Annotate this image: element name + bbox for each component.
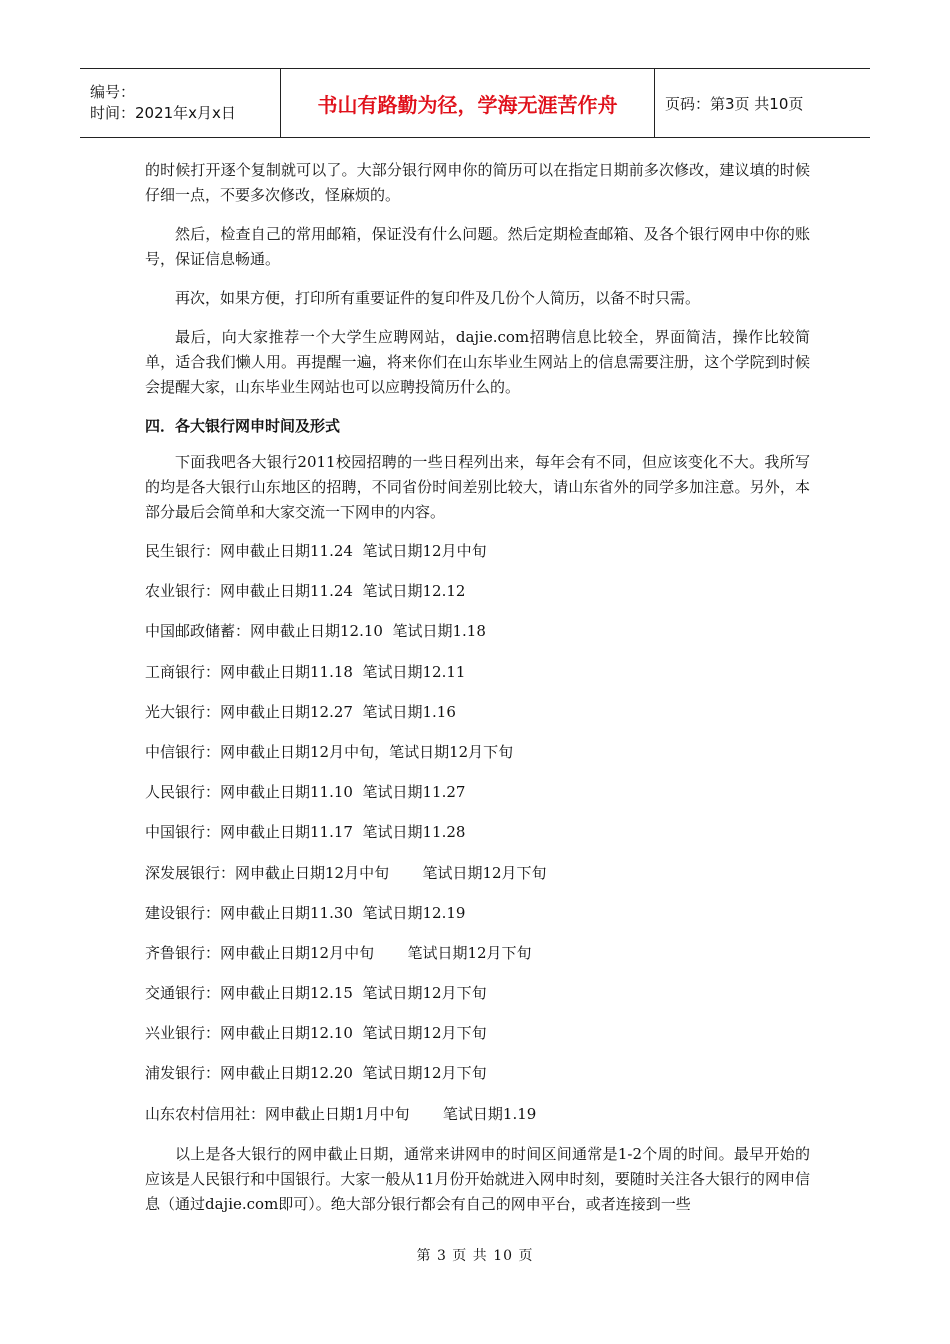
document-body	[145, 158, 810, 1231]
bank-schedule-item: 深发展银行：网申截止日期12月中旬 笔试日期12月下旬	[145, 863, 547, 882]
bank-schedule-item: 中国银行：网申截止日期11.17 笔试日期11.28	[145, 823, 466, 842]
bank-schedule-list	[145, 539, 810, 1142]
bank-schedule-item: 中国邮政储蓄：网申截止日期12.10 笔试日期1.18	[145, 622, 486, 641]
paragraph: 再次，如果方便，打印所有重要证件的复印件及几份个人简历，以备不时只需。	[175, 289, 701, 307]
bank-schedule-item: 民生银行：网申截止日期11.24 笔试日期12月中旬	[145, 542, 487, 560]
header-page-number: 页码：第3页 共10页	[665, 94, 804, 113]
header-motto: 书山有路勤为径，学海无涯苦作舟	[281, 69, 655, 137]
paragraph: 然后，检查自己的常用邮箱，保证没有什么问题。然后定期检查邮箱、及各个银行网申中你的账号，保证信息畅通。	[145, 225, 810, 268]
page-footer: 第 3 页 共 10 页	[416, 1248, 534, 1264]
bank-schedule-item: 农业银行：网申截止日期11.24 笔试日期12.12	[145, 582, 466, 601]
bank-schedule-item: 山东农村信用社：网申截止日期1月中旬 笔试日期1.19	[145, 1104, 537, 1123]
bank-schedule-item: 兴业银行：网申截止日期12.10 笔试日期12月下旬	[145, 1024, 487, 1043]
intro-paragraph: 下面我吧各大银行2011校园招聘的一些日程列出来，每年会有不同，但应该变化不大。我所写的均是各大银行山东地区的招聘，不同省份时间差别比较大，请山东省外的同学多加注意。另外，本部分最后会简单和大家交流一下网申的内容。	[145, 453, 810, 521]
bank-schedule-item: 交通银行：网申截止日期12.15 笔试日期12月下旬	[145, 984, 487, 1003]
paragraph: 最后，向大家推荐一个大学生应聘网站，dajie.com招聘信息比较全，界面简洁，操作比较简单，适合我们懒人用。再提醒一遍，将来你们在山东毕业生网站上的信息需要注册，这个学院到时候会提醒大家，山东毕业生网站也可以应聘投简历什么的。	[145, 328, 810, 396]
bank-schedule-item: 浦发银行：网申截止日期12.20 笔试日期12月下旬	[145, 1064, 487, 1083]
bank-schedule-item: 齐鲁银行：网申截止日期12月中旬 笔试日期12月下旬	[145, 943, 532, 962]
header-meta	[80, 69, 281, 137]
bank-schedule-item: 建设银行：网申截止日期11.30 笔试日期12.19	[145, 903, 466, 922]
bank-schedule-item: 工商银行：网申截止日期11.18 笔试日期12.11	[145, 662, 466, 681]
section-heading: 四．各大银行网申时间及形式	[145, 417, 341, 435]
paragraph: 的时候打开逐个复制就可以了。大部分银行网申你的简历可以在指定日期前多次修改，建议填的时候仔细一点，不要多次修改，怪麻烦的。	[145, 161, 810, 204]
bank-schedule-item: 中信银行：网申截止日期12月中旬，笔试日期12月下旬	[145, 742, 514, 761]
bank-schedule-item: 人民银行：网申截止日期11.10 笔试日期11.27	[145, 783, 466, 802]
closing-paragraph: 以上是各大银行的网申截止日期，通常来讲网申的时间区间通常是1-2个周的时间。最早开始的应该是人民银行和中国银行。大家一般从11月份开始就进入网申时刻，要随时关注各大银行的网申信息（通过dajie.com即可）。绝大部分银行都会有自己的网申平台，或者连接到一些	[145, 1144, 810, 1213]
document-number-label: 编号：	[90, 83, 136, 101]
bank-schedule-item: 光大银行：网申截止日期12.27 笔试日期1.16	[145, 702, 456, 721]
page-header	[80, 68, 870, 138]
document-time-label: 时间：2021年x月x日	[90, 104, 236, 122]
